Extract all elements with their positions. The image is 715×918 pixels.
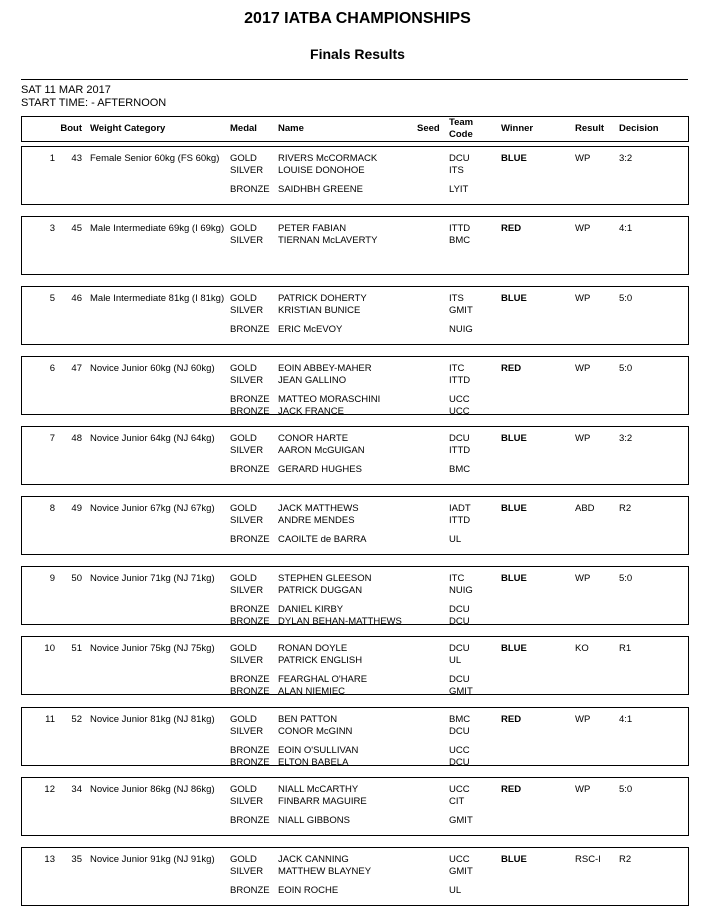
boxer-name: FEARGHAL O'HARE (278, 674, 368, 685)
result: WP (575, 153, 591, 164)
team-code: BMC (449, 714, 471, 725)
medal-type: SILVER (230, 796, 264, 807)
medal-type: GOLD (230, 433, 257, 444)
medal-type: GOLD (230, 573, 257, 584)
header-team: Team (449, 117, 474, 128)
boxer-name: NIALL GIBBONS (278, 815, 350, 826)
team-code: GMIT (449, 305, 473, 316)
boxer-name: EOIN ROCHE (278, 885, 339, 896)
team-code: ITC (449, 573, 465, 584)
medal-type: BRONZE (230, 534, 270, 545)
header-code: Code (449, 129, 473, 140)
boxer-name: PATRICK DOHERTY (278, 293, 367, 304)
bout-result-block (21, 707, 689, 766)
boxer-name: JACK CANNING (278, 854, 349, 865)
medal-type: SILVER (230, 655, 264, 666)
team-code: GMIT (449, 866, 473, 877)
row-number: 3 (49, 223, 55, 234)
boxer-name: EOIN O'SULLIVAN (278, 745, 359, 756)
medal-type: BRONZE (230, 757, 270, 768)
row-number: 13 (44, 854, 55, 865)
bout-result-block (21, 286, 689, 345)
decision: 3:2 (619, 433, 633, 444)
medal-type: SILVER (230, 585, 264, 596)
boxer-name: CAOILTE de BARRA (278, 534, 367, 545)
row-number: 5 (49, 293, 55, 304)
medal-type: GOLD (230, 223, 257, 234)
team-code: UCC (449, 406, 470, 417)
header-result: Result (575, 123, 605, 134)
medal-type: GOLD (230, 643, 257, 654)
decision: R2 (619, 854, 632, 865)
decision: R1 (619, 643, 632, 654)
team-code: CIT (449, 796, 465, 807)
team-code: UCC (449, 745, 470, 756)
decision: 4:1 (619, 223, 633, 234)
boxer-name: AARON McGUIGAN (278, 445, 365, 456)
row-number: 6 (49, 363, 55, 374)
winner-corner: RED (501, 223, 522, 234)
boxer-name: ANDRE MENDES (278, 515, 355, 526)
result: KO (575, 643, 589, 654)
team-code: ITS (449, 293, 464, 304)
decision: 5:0 (619, 293, 633, 304)
winner-corner: BLUE (501, 854, 527, 865)
team-code: UCC (449, 784, 470, 795)
result: WP (575, 784, 591, 795)
team-code: ITTD (449, 515, 471, 526)
page-subtitle: Finals Results (310, 46, 405, 62)
weight-category: Novice Junior 86kg (NJ 86kg) (90, 784, 215, 795)
team-code: GMIT (449, 686, 473, 697)
boxer-name: RONAN DOYLE (278, 643, 348, 654)
header-winner: Winner (501, 123, 534, 134)
bout-number: 43 (71, 153, 82, 164)
bout-number: 50 (71, 573, 82, 584)
header-name: Name (278, 123, 304, 134)
header-decision: Decision (619, 123, 659, 134)
team-code: UCC (449, 394, 470, 405)
column-header-row (21, 116, 689, 142)
header-divider (21, 79, 688, 80)
team-code: UL (449, 655, 462, 666)
boxer-name: EOIN ABBEY-MAHER (278, 363, 372, 374)
boxer-name: STEPHEN GLEESON (278, 573, 372, 584)
team-code: DCU (449, 433, 470, 444)
row-number: 7 (49, 433, 55, 444)
header-weight-category: Weight Category (90, 123, 166, 134)
boxer-name: TIERNAN McLAVERTY (278, 235, 378, 246)
team-code: BMC (449, 235, 471, 246)
boxer-name: JEAN GALLINO (278, 375, 347, 386)
boxer-name: MATTEO MORASCHINI (278, 394, 381, 405)
medal-type: BRONZE (230, 616, 270, 627)
medal-type: GOLD (230, 784, 257, 795)
team-code: DCU (449, 153, 470, 164)
result: WP (575, 223, 591, 234)
bout-result-block (21, 566, 689, 625)
bout-result-block (21, 496, 689, 555)
weight-category: Novice Junior 81kg (NJ 81kg) (90, 714, 215, 725)
boxer-name: ELTON BABELA (278, 757, 349, 768)
bout-number: 49 (71, 503, 82, 514)
winner-corner: BLUE (501, 293, 527, 304)
row-number: 12 (44, 784, 55, 795)
bout-number: 48 (71, 433, 82, 444)
team-code: DCU (449, 757, 470, 768)
winner-corner: BLUE (501, 433, 527, 444)
medal-type: BRONZE (230, 184, 270, 195)
team-code: ITS (449, 165, 464, 176)
bout-result-block (21, 146, 689, 205)
medal-type: SILVER (230, 305, 264, 316)
bout-result-block (21, 847, 689, 906)
weight-category: Novice Junior 67kg (NJ 67kg) (90, 503, 215, 514)
boxer-name: LOUISE DONOHOE (278, 165, 365, 176)
bout-number: 52 (71, 714, 82, 725)
boxer-name: BEN PATTON (278, 714, 338, 725)
boxer-name: FINBARR MAGUIRE (278, 796, 367, 807)
bout-result-block (21, 777, 689, 836)
bout-number: 46 (71, 293, 82, 304)
header-bout: Bout (60, 123, 82, 134)
boxer-name: JACK FRANCE (278, 406, 344, 417)
team-code: ITTD (449, 445, 471, 456)
boxer-name: PATRICK ENGLISH (278, 655, 363, 666)
boxer-name: ERIC McEVOY (278, 324, 343, 335)
medal-type: GOLD (230, 153, 257, 164)
header-seed: Seed (417, 123, 440, 134)
medal-type: GOLD (230, 714, 257, 725)
result: WP (575, 433, 591, 444)
team-code: UL (449, 534, 462, 545)
decision: 5:0 (619, 363, 633, 374)
result: ABD (575, 503, 595, 514)
boxer-name: SAIDHBH GREENE (278, 184, 363, 195)
result: WP (575, 363, 591, 374)
start-time: START TIME: - AFTERNOON (21, 97, 167, 109)
medal-type: SILVER (230, 866, 264, 877)
bout-number: 34 (71, 784, 82, 795)
header-medal: Medal (230, 123, 257, 134)
medal-type: SILVER (230, 445, 264, 456)
medal-type: SILVER (230, 235, 264, 246)
row-number: 8 (49, 503, 55, 514)
winner-corner: BLUE (501, 153, 527, 164)
boxer-name: KRISTIAN BUNICE (278, 305, 361, 316)
medal-type: BRONZE (230, 885, 270, 896)
result: WP (575, 714, 591, 725)
boxer-name: JACK MATTHEWS (278, 503, 359, 514)
medal-type: SILVER (230, 515, 264, 526)
boxer-name: CONOR McGINN (278, 726, 353, 737)
boxer-name: GERARD HUGHES (278, 464, 362, 475)
medal-type: GOLD (230, 293, 257, 304)
medal-type: GOLD (230, 503, 257, 514)
page-title: 2017 IATBA CHAMPIONSHIPS (244, 10, 471, 27)
result: WP (575, 293, 591, 304)
bout-result-block (21, 426, 689, 485)
medal-type: SILVER (230, 375, 264, 386)
medal-type: BRONZE (230, 686, 270, 697)
medal-type: BRONZE (230, 324, 270, 335)
team-code: DCU (449, 616, 470, 627)
boxer-name: NIALL McCARTHY (278, 784, 359, 795)
weight-category: Novice Junior 75kg (NJ 75kg) (90, 643, 215, 654)
boxer-name: PETER FABIAN (278, 223, 347, 234)
medal-type: GOLD (230, 363, 257, 374)
weight-category: Male Intermediate 69kg (I 69kg) (90, 223, 225, 234)
weight-category: Novice Junior 91kg (NJ 91kg) (90, 854, 215, 865)
decision: 5:0 (619, 573, 633, 584)
team-code: GMIT (449, 815, 473, 826)
team-code: DCU (449, 674, 470, 685)
row-number: 11 (45, 714, 55, 725)
team-code: ITC (449, 363, 465, 374)
team-code: NUIG (449, 585, 473, 596)
medal-type: BRONZE (230, 815, 270, 826)
boxer-name: ALAN NIEMIEC (278, 686, 346, 697)
decision: 4:1 (619, 714, 633, 725)
medal-type: BRONZE (230, 745, 270, 756)
medal-type: BRONZE (230, 674, 270, 685)
weight-category: Male Intermediate 81kg (I 81kg) (90, 293, 225, 304)
medal-type: BRONZE (230, 464, 270, 475)
bout-result-block (21, 216, 689, 275)
team-code: IADT (449, 503, 471, 514)
result: WP (575, 573, 591, 584)
boxer-name: DANIEL KIRBY (278, 604, 344, 615)
medal-type: BRONZE (230, 604, 270, 615)
bout-number: 45 (71, 223, 82, 234)
row-number: 9 (49, 573, 55, 584)
event-date: SAT 11 MAR 2017 (21, 84, 111, 96)
bout-number: 51 (71, 643, 82, 654)
team-code: ITTD (449, 223, 471, 234)
winner-corner: RED (501, 363, 522, 374)
decision: 3:2 (619, 153, 633, 164)
row-number: 1 (49, 153, 55, 164)
weight-category: Female Senior 60kg (FS 60kg) (90, 153, 220, 164)
medal-type: SILVER (230, 165, 264, 176)
medal-type: SILVER (230, 726, 264, 737)
team-code: LYIT (449, 184, 469, 195)
team-code: NUIG (449, 324, 473, 335)
medal-type: BRONZE (230, 406, 270, 417)
team-code: UL (449, 885, 462, 896)
bout-result-block (21, 636, 689, 695)
winner-corner: RED (501, 784, 522, 795)
medal-type: GOLD (230, 854, 257, 865)
result: RSC-I (575, 854, 601, 865)
weight-category: Novice Junior 71kg (NJ 71kg) (90, 573, 215, 584)
boxer-name: MATTHEW BLAYNEY (278, 866, 372, 877)
boxer-name: CONOR HARTE (278, 433, 349, 444)
team-code: DCU (449, 643, 470, 654)
weight-category: Novice Junior 64kg (NJ 64kg) (90, 433, 215, 444)
boxer-name: DYLAN BEHAN-MATTHEWS (278, 616, 402, 627)
team-code: ITTD (449, 375, 471, 386)
boxer-name: RIVERS McCORMACK (278, 153, 378, 164)
bout-number: 35 (71, 854, 82, 865)
team-code: DCU (449, 604, 470, 615)
winner-corner: BLUE (501, 643, 527, 654)
decision: 5:0 (619, 784, 633, 795)
winner-corner: BLUE (501, 503, 527, 514)
decision: R2 (619, 503, 632, 514)
team-code: UCC (449, 854, 470, 865)
row-number: 10 (44, 643, 55, 654)
team-code: DCU (449, 726, 470, 737)
medal-type: BRONZE (230, 394, 270, 405)
boxer-name: PATRICK DUGGAN (278, 585, 363, 596)
winner-corner: RED (501, 714, 522, 725)
team-code: BMC (449, 464, 471, 475)
weight-category: Novice Junior 60kg (NJ 60kg) (90, 363, 215, 374)
bout-number: 47 (71, 363, 82, 374)
bout-result-block (21, 356, 689, 415)
winner-corner: BLUE (501, 573, 527, 584)
